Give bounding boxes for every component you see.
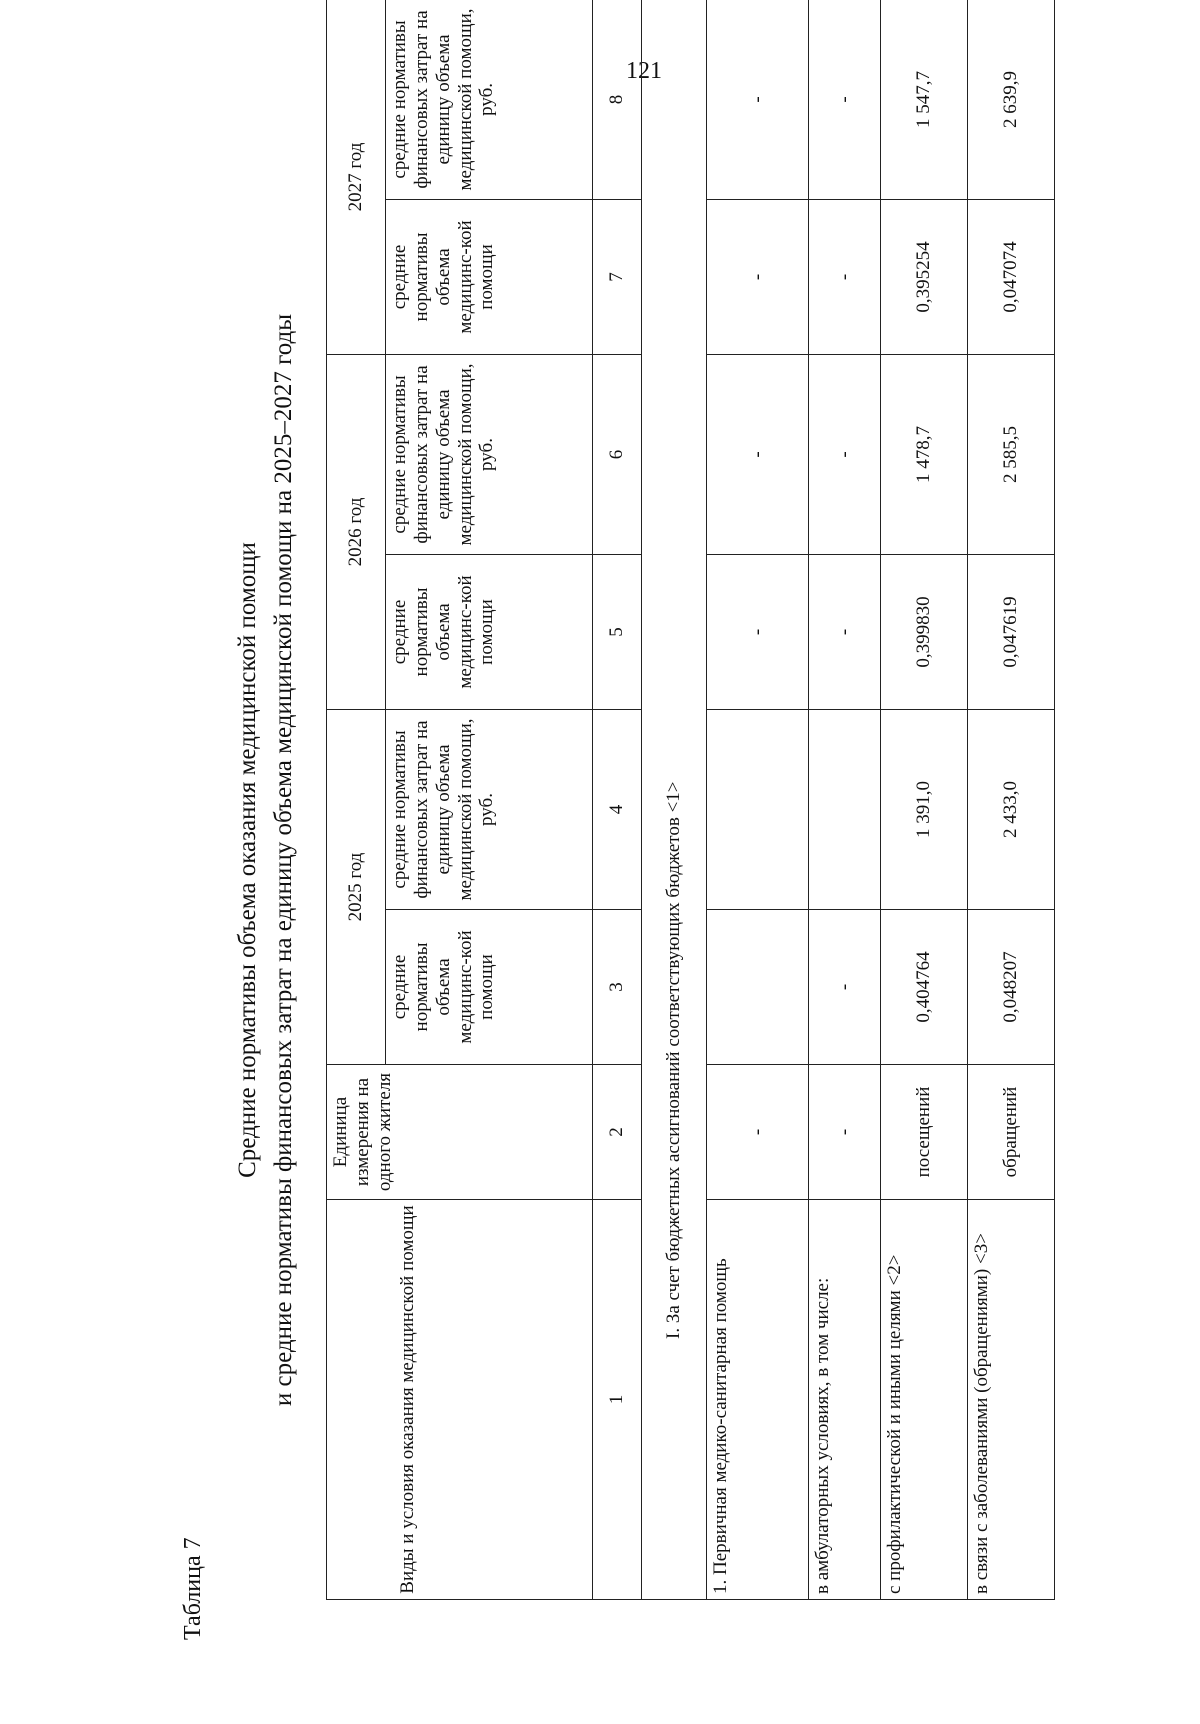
row-volume-2026: - — [707, 554, 809, 709]
table-caption: Таблица 7 — [180, 1537, 206, 1640]
row-volume-2025 — [707, 910, 809, 1065]
row-volume-2027: 0,395254 — [881, 199, 968, 354]
row-label: с профилактической и иными целями <2> — [881, 1200, 968, 1600]
table-title-line-1: Средние нормативы объема оказания медицинской помощи — [234, 542, 261, 1178]
row-label: 1. Первичная медико-санитарная помощь — [707, 1200, 809, 1600]
row-cost-2026: 1 478,7 — [881, 354, 968, 554]
table-title-line-2: и средние нормативы финансовых затрат на единицу объема медицинской помощи на 2025–2027 годы — [270, 313, 297, 1407]
row-cost-2026: - — [707, 354, 809, 554]
row-volume-2025: 0,404764 — [881, 910, 968, 1065]
row-volume-2026: - — [809, 554, 881, 709]
column-number: 2 — [593, 1065, 642, 1200]
header-volume-2026: средние нормативы объема медицинс-кой помощи — [386, 554, 593, 709]
section-title: I. За счет бюджетных ассигнований соответствующих бюджетов <1> — [642, 0, 707, 1600]
row-volume-2026: 0,399830 — [881, 554, 968, 709]
row-label: в связи с заболеваниями (обращениями) <3> — [968, 1200, 1055, 1600]
column-number: 6 — [593, 354, 642, 554]
table-row — [707, 0, 809, 1600]
header-kind: Виды и условия оказания медицинской помощи — [327, 1200, 593, 1600]
row-cost-2025 — [809, 709, 881, 909]
header-year-2027: 2027 год — [327, 0, 386, 354]
row-cost-2025 — [707, 709, 809, 909]
column-number: 5 — [593, 554, 642, 709]
row-volume-2026: 0,047619 — [968, 554, 1055, 709]
row-cost-2026: - — [809, 354, 881, 554]
table-row — [881, 0, 968, 1600]
row-volume-2025: 0,048207 — [968, 910, 1055, 1065]
page-number: 121 — [626, 58, 662, 84]
row-volume-2025: - — [809, 910, 881, 1065]
column-number: 4 — [593, 709, 642, 909]
header-year-2026: 2026 год — [327, 354, 386, 709]
header-cost-2027: средние нормативы финансовых затрат на единицу объема медицинской помощи, руб. — [386, 0, 593, 199]
row-volume-2027: - — [707, 199, 809, 354]
header-cost-2025: средние нормативы финансовых затрат на единицу объема медицинской помощи, руб. — [386, 709, 593, 909]
column-number: 8 — [593, 0, 642, 199]
column-number-row — [593, 0, 642, 1600]
section-row — [642, 0, 707, 1600]
row-volume-2027: 0,047074 — [968, 199, 1055, 354]
column-number: 1 — [593, 1200, 642, 1600]
row-cost-2025: 1 391,0 — [881, 709, 968, 909]
normatives-table — [326, 0, 1055, 1600]
header-year-2025: 2025 год — [327, 709, 386, 1064]
row-unit: обращений — [968, 1065, 1055, 1200]
header-cost-2026: средние нормативы финансовых затрат на единицу объема медицинской помощи, руб. — [386, 354, 593, 554]
row-unit: - — [707, 1065, 809, 1200]
header-volume-2025: средние нормативы объема медицинс-кой помощи — [386, 910, 593, 1065]
column-number: 7 — [593, 199, 642, 354]
row-cost-2027: 1 547,7 — [881, 0, 968, 199]
header-row-1 — [327, 0, 386, 1600]
table-row — [809, 0, 881, 1600]
row-label: в амбулаторных условиях, в том числе: — [809, 1200, 881, 1600]
header-volume-2027: средние нормативы объема медицинс-кой помощи — [386, 199, 593, 354]
row-unit: - — [809, 1065, 881, 1200]
row-cost-2025: 2 433,0 — [968, 709, 1055, 909]
row-cost-2027: - — [707, 0, 809, 199]
header-unit: Единица измерения на одного жителя — [327, 1065, 593, 1200]
row-volume-2027: - — [809, 199, 881, 354]
row-unit: посещений — [881, 1065, 968, 1200]
table-row — [968, 0, 1055, 1600]
column-number: 3 — [593, 910, 642, 1065]
row-cost-2027: 2 639,9 — [968, 0, 1055, 199]
row-cost-2026: 2 585,5 — [968, 354, 1055, 554]
row-cost-2027: - — [809, 0, 881, 199]
